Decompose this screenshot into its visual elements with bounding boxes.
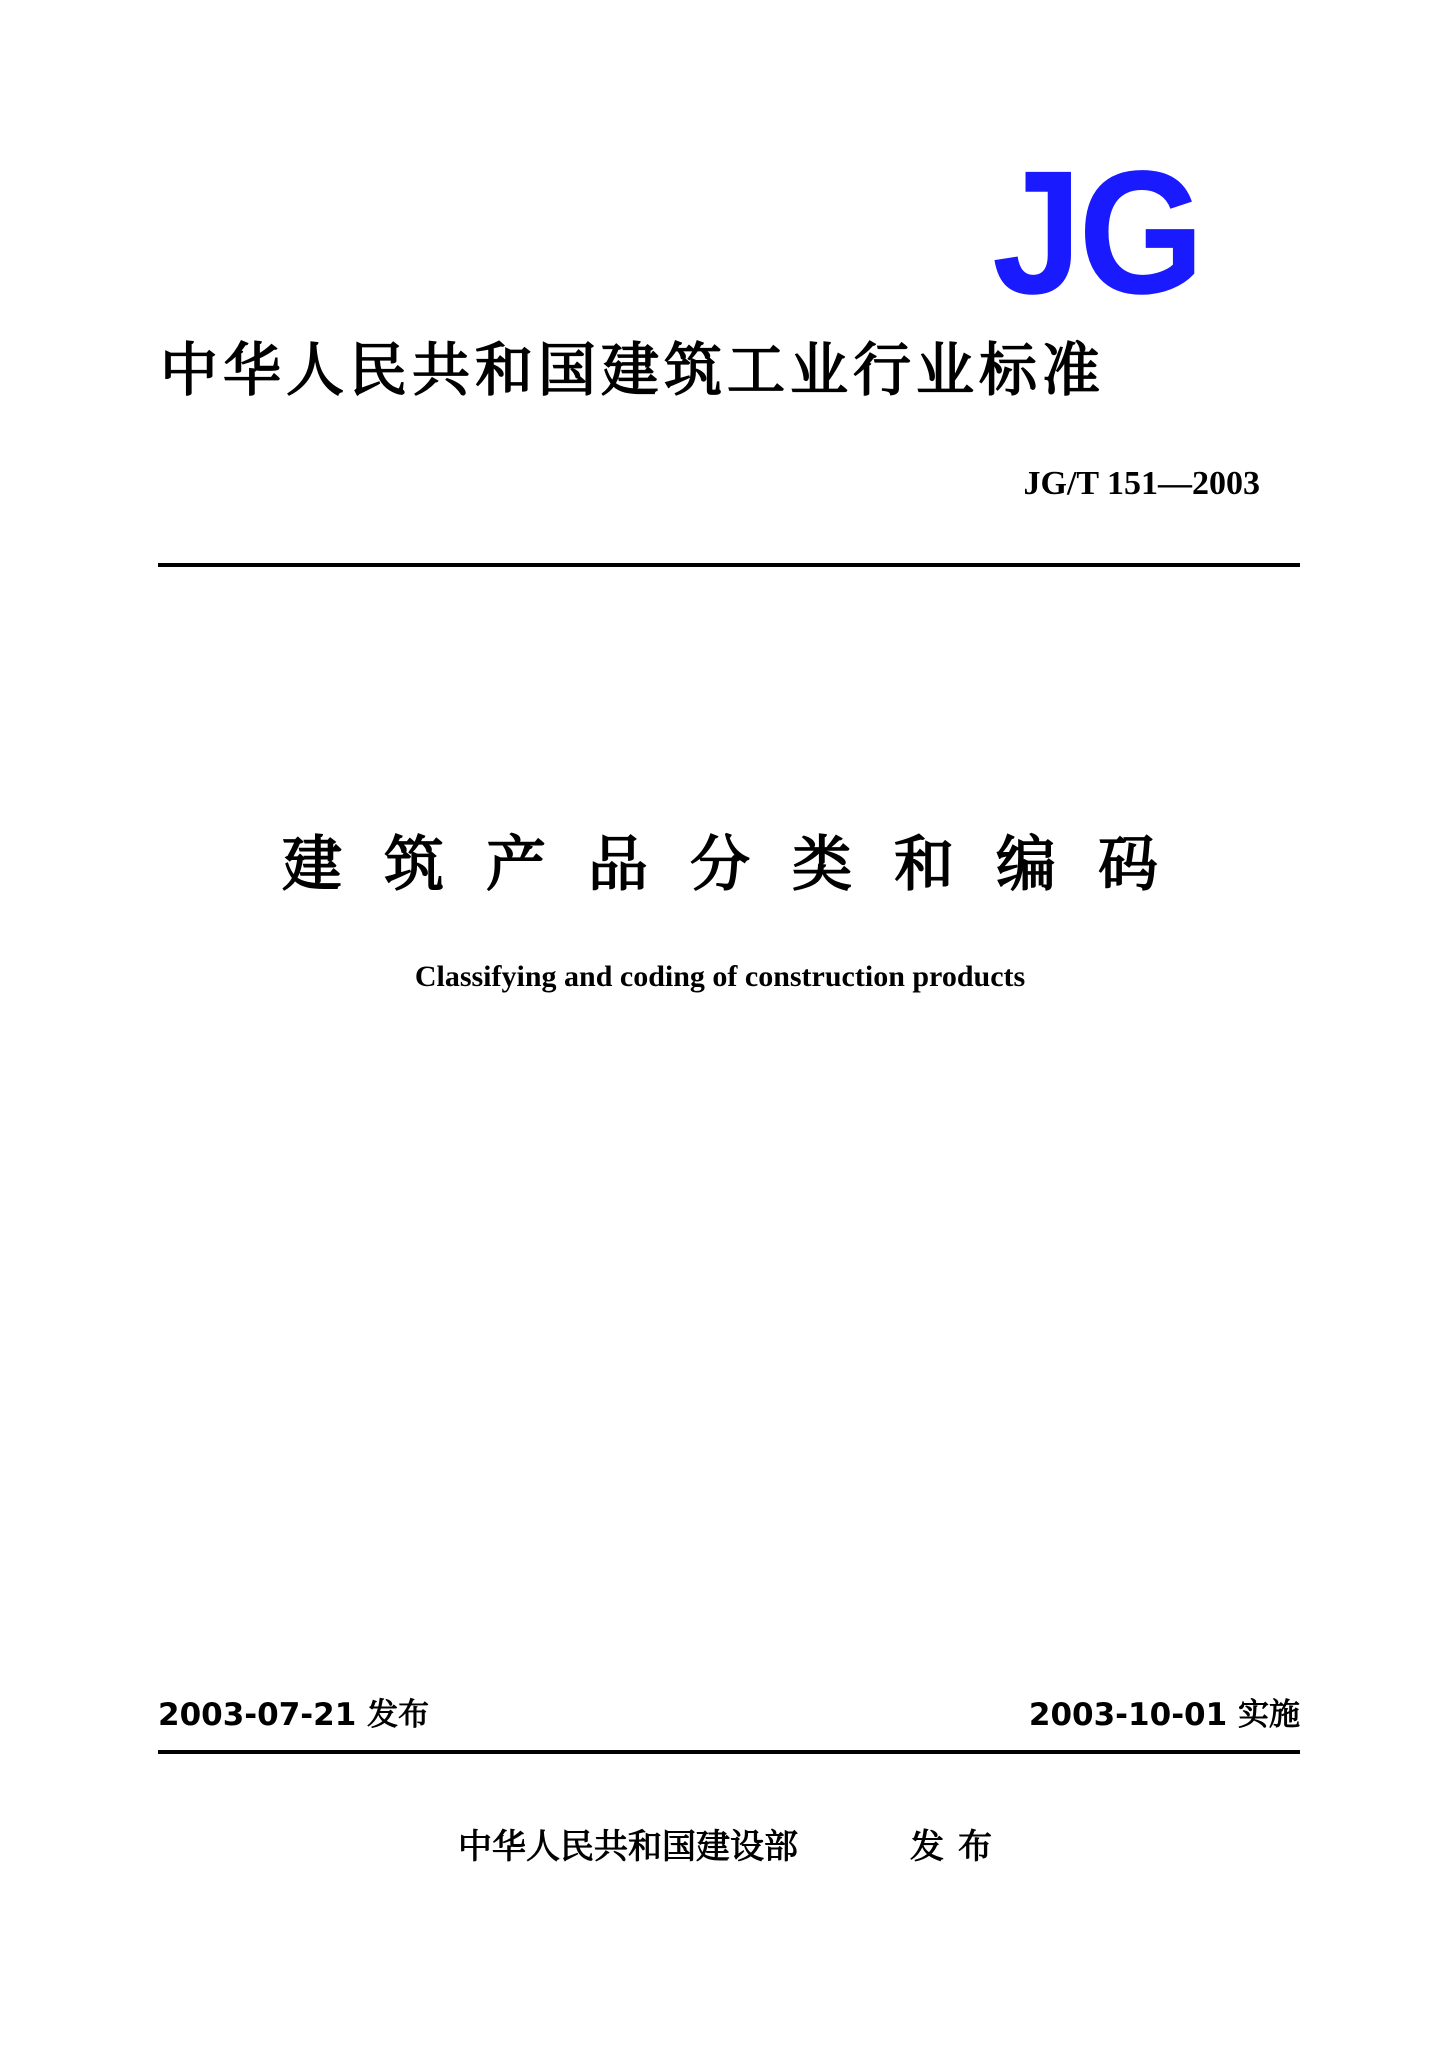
jg-logo: JG [992,135,1201,331]
implementation-date: 2003-10-01 实施 [1028,1697,1300,1733]
top-divider [158,563,1300,567]
publisher-action: 发布 [910,1827,1006,1867]
issue-date: 2003-07-21 发布 [158,1697,430,1733]
document-title-chinese: 建筑产品分类和编码 [282,830,1200,900]
issuing-authority-title: 中华人民共和国建筑工业行业标准 [160,336,1106,404]
publisher-name: 中华人民共和国建设部 [458,1827,798,1867]
document-title-english: Classifying and coding of construction products [414,960,1026,993]
standard-number: JG/T 151—2003 [1023,465,1260,502]
bottom-divider [158,1750,1300,1754]
